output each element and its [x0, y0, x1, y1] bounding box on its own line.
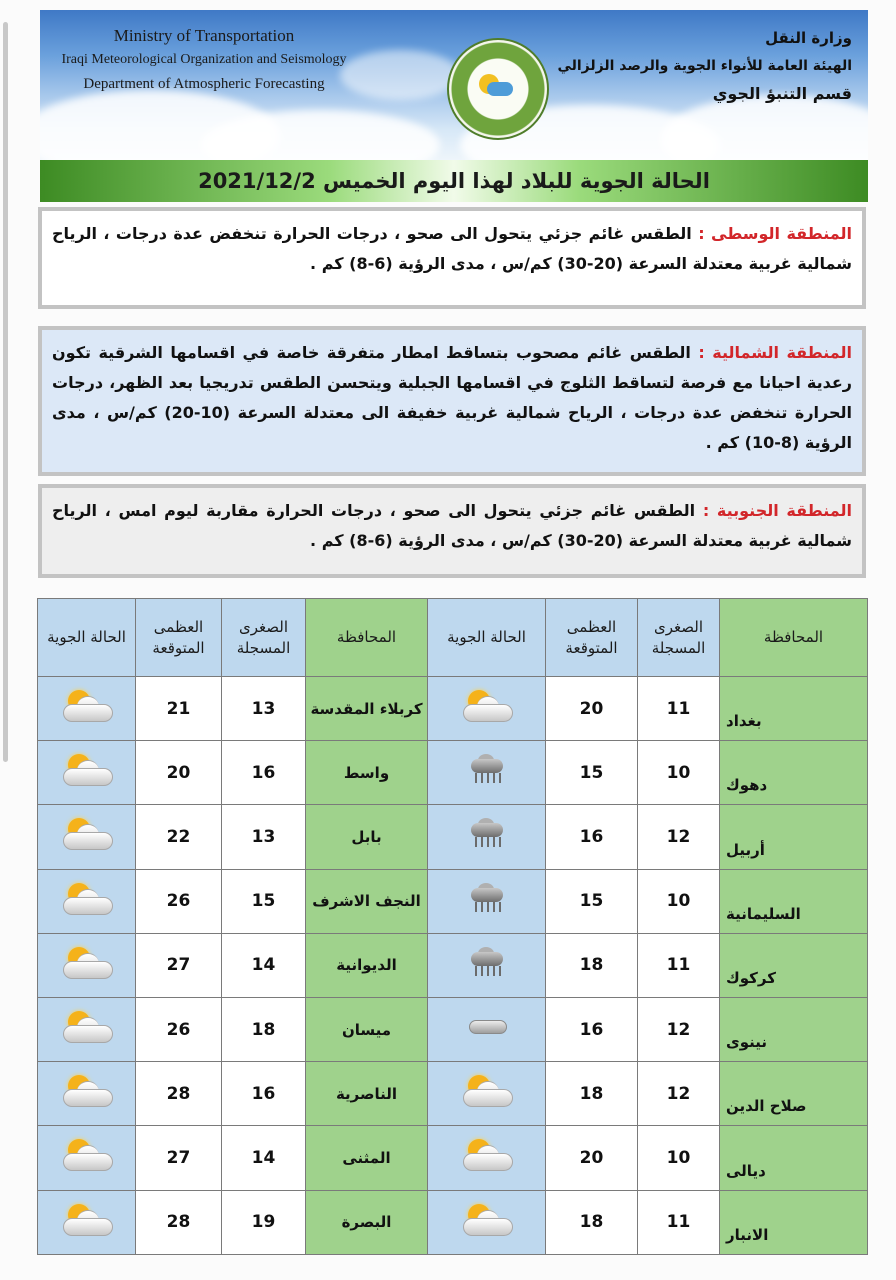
rain-cloud-icon [459, 944, 515, 982]
max-temp: 27 [136, 933, 222, 997]
max-temp: 28 [136, 1190, 222, 1254]
ministry-name-en: Ministry of Transportation [113, 26, 295, 45]
weather-cell [38, 1062, 136, 1126]
weather-cell [38, 933, 136, 997]
partly-cloudy-icon [59, 880, 115, 918]
header-max: العظمى المتوقعة [136, 599, 222, 677]
min-temp: 15 [222, 869, 306, 933]
province-name: السليمانية [720, 869, 868, 933]
header-province: المحافظة [720, 599, 868, 677]
weather-cell [428, 1126, 546, 1190]
weather-cell [428, 805, 546, 869]
province-name: ميسان [306, 997, 428, 1061]
partly-cloudy-icon [59, 687, 115, 725]
min-temp: 14 [222, 1126, 306, 1190]
header-banner [40, 10, 868, 160]
weather-cell [428, 1190, 546, 1254]
partly-cloudy-icon [59, 1201, 115, 1239]
max-temp: 18 [546, 1062, 638, 1126]
province-name: دهوك [720, 741, 868, 805]
region-north [38, 326, 866, 476]
weather-cell [38, 741, 136, 805]
table-row [38, 1126, 868, 1190]
table-row [38, 933, 868, 997]
weather-table [37, 598, 868, 1255]
header-max: العظمى المتوقعة [546, 599, 638, 677]
logo-cloud-icon [487, 82, 513, 96]
max-temp: 21 [136, 677, 222, 741]
max-temp: 18 [546, 1190, 638, 1254]
weather-cell [428, 741, 546, 805]
header-province: المحافظة [306, 599, 428, 677]
region-south [38, 484, 866, 578]
header-min: الصغرى المسجلة [638, 599, 720, 677]
partly-cloudy-icon [59, 815, 115, 853]
ministry-name-ar: وزارة النقل [765, 29, 852, 47]
province-name: واسط [306, 741, 428, 805]
region-forecast-text: الطقس غائم جزئي يتحول الى صحو ، درجات الحرارة مقاربة ليوم امس ، الرياح شمالية غربية معتدلة السرعة (20-30) كم/س ، مدى الرؤية (6-8) كم . [52, 501, 852, 550]
province-name: نينوى [720, 997, 868, 1061]
weather-cell [38, 805, 136, 869]
department-name-ar: قسم التنبؤ الجوي [712, 84, 852, 103]
table-row [38, 1190, 868, 1254]
max-temp: 15 [546, 869, 638, 933]
min-temp: 12 [638, 997, 720, 1061]
weather-cell [428, 1062, 546, 1126]
province-name: صلاح الدين [720, 1062, 868, 1126]
province-name: أربيل [720, 805, 868, 869]
cloudy-icon [459, 1008, 515, 1046]
region-name: المنطقة الوسطى : [698, 224, 853, 243]
partly-cloudy-icon [459, 1072, 515, 1110]
province-name: كربلاء المقدسة [306, 677, 428, 741]
header-english [54, 24, 354, 96]
weather-cell [38, 677, 136, 741]
table-row [38, 869, 868, 933]
weather-cell [38, 1126, 136, 1190]
province-name: الناصرية [306, 1062, 428, 1126]
max-temp: 26 [136, 869, 222, 933]
max-temp: 16 [546, 997, 638, 1061]
weather-cell [428, 677, 546, 741]
province-name: بغداد [720, 677, 868, 741]
min-temp: 11 [638, 677, 720, 741]
max-temp: 15 [546, 741, 638, 805]
max-temp: 16 [546, 805, 638, 869]
table-row [38, 741, 868, 805]
min-temp: 10 [638, 741, 720, 805]
weather-cell [428, 933, 546, 997]
max-temp: 20 [546, 677, 638, 741]
min-temp: 12 [638, 805, 720, 869]
province-name: الانبار [720, 1190, 868, 1254]
partly-cloudy-icon [459, 687, 515, 725]
table-row [38, 677, 868, 741]
partly-cloudy-icon [59, 751, 115, 789]
partly-cloudy-icon [59, 1008, 115, 1046]
province-name: النجف الاشرف [306, 869, 428, 933]
min-temp: 11 [638, 1190, 720, 1254]
weather-cell [428, 869, 546, 933]
scrollbar[interactable] [3, 22, 8, 762]
max-temp: 18 [546, 933, 638, 997]
max-temp: 28 [136, 1062, 222, 1126]
region-name: المنطقة الشمالية : [698, 343, 853, 362]
organization-name-ar: الهيئة العامة للأنواء الجوية والرصد الزلزالي [557, 58, 852, 74]
max-temp: 26 [136, 997, 222, 1061]
weather-cell [428, 997, 546, 1061]
weather-cell [38, 1190, 136, 1254]
min-temp: 10 [638, 1126, 720, 1190]
province-name: المثنى [306, 1126, 428, 1190]
region-central [38, 207, 866, 309]
header-weather: الحالة الجوية [38, 599, 136, 677]
rain-cloud-icon [459, 815, 515, 853]
region-forecast-text: الطقس غائم مصحوب بتساقط امطار متفرقة خاصة في اقسامها الشرقية تكون رعدية احيانا مع فرصة لتساقط الثلوج في اقسامها الجبلية ويتحسن الطقس تدريجيا بعد الظهر، درجات الحرارة تنخفض عدة درجات ، الرياح شمالية غربية خفيفة الى معتدلة السرعة (10-20) كم/س ، مدى الرؤية (8-10) كم . [52, 343, 853, 452]
header-min: الصغرى المسجلة [222, 599, 306, 677]
weather-cell [38, 869, 136, 933]
partly-cloudy-icon [59, 944, 115, 982]
header-arabic [552, 24, 852, 108]
min-temp: 13 [222, 677, 306, 741]
region-name: المنطقة الجنوبية : [702, 501, 852, 520]
max-temp: 27 [136, 1126, 222, 1190]
province-name: ديالى [720, 1126, 868, 1190]
min-temp: 11 [638, 933, 720, 997]
partly-cloudy-icon [459, 1136, 515, 1174]
min-temp: 12 [638, 1062, 720, 1126]
min-temp: 18 [222, 997, 306, 1061]
province-name: بابل [306, 805, 428, 869]
table-header-row [38, 599, 868, 677]
min-temp: 10 [638, 869, 720, 933]
department-name-en: Department of Atmospheric Forecasting [83, 76, 325, 92]
max-temp: 20 [136, 741, 222, 805]
min-temp: 13 [222, 805, 306, 869]
min-temp: 16 [222, 1062, 306, 1126]
min-temp: 16 [222, 741, 306, 805]
organization-name-en: Iraqi Meteorological Organization and Seismology [61, 52, 347, 67]
province-name: البصرة [306, 1190, 428, 1254]
page-title: الحالة الجوية للبلاد لهذا اليوم الخميس 2021/12/2 [40, 160, 868, 202]
region-forecast-text: الطقس غائم جزئي يتحول الى صحو ، درجات الحرارة تنخفض عدة درجات ، الرياح شمالية غربية معتدلة السرعة (20-30) كم/س ، مدى الرؤية (6-8) كم . [52, 224, 852, 273]
header-weather: الحالة الجوية [428, 599, 546, 677]
weather-cell [38, 997, 136, 1061]
max-temp: 20 [546, 1126, 638, 1190]
organization-logo [447, 38, 549, 140]
partly-cloudy-icon [59, 1136, 115, 1174]
partly-cloudy-icon [459, 1201, 515, 1239]
table-row [38, 997, 868, 1061]
province-name: كركوك [720, 933, 868, 997]
province-name: الديوانية [306, 933, 428, 997]
rain-cloud-icon [459, 751, 515, 789]
table-row [38, 805, 868, 869]
min-temp: 14 [222, 933, 306, 997]
max-temp: 22 [136, 805, 222, 869]
table-row [38, 1062, 868, 1126]
rain-cloud-icon [459, 880, 515, 918]
min-temp: 19 [222, 1190, 306, 1254]
partly-cloudy-icon [59, 1072, 115, 1110]
